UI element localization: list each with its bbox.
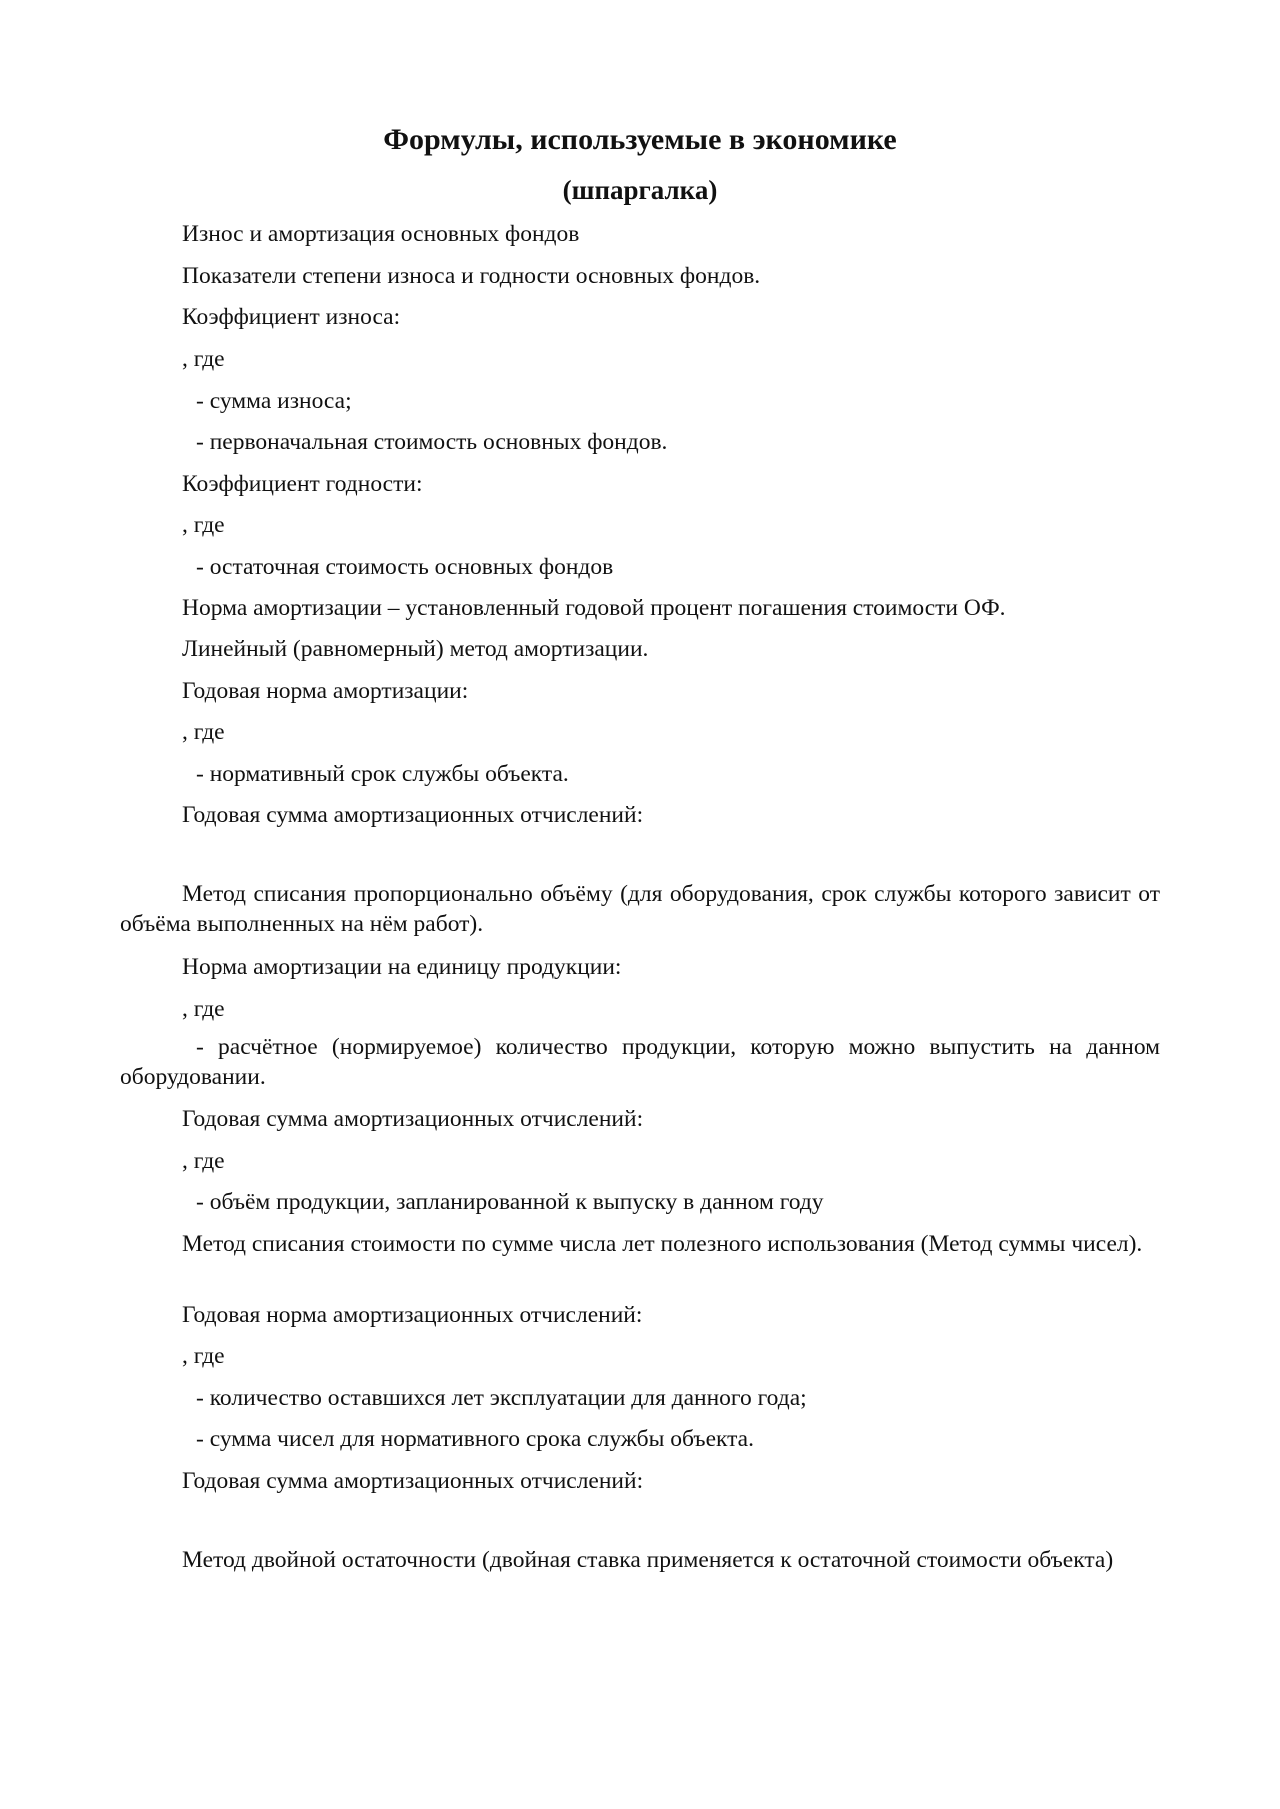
definition-item: - объём продукции, запланированной к выпуску в данном году bbox=[196, 1189, 824, 1215]
document-subtitle: (шпаргалка) bbox=[562, 175, 718, 205]
paragraph-indicators: Показатели степени износа и годности основных фондов. bbox=[182, 263, 761, 289]
formula-where: , где bbox=[182, 346, 225, 372]
paragraph-unit-rate: Норма амортизации на единицу продукции: bbox=[182, 954, 622, 980]
paragraph-annual-rate: Годовая норма амортизационных отчислений: bbox=[182, 1302, 643, 1328]
definition-item: - расчётное (нормируемое) количество продукции, которую можно выпустить на данном оборудовании. bbox=[120, 1034, 1160, 1090]
paragraph-depreciation-rate: Норма амортизации – установленный годовой процент погашения стоимости ОФ. bbox=[182, 595, 1006, 621]
paragraph-annual-rate: Годовая норма амортизации: bbox=[182, 678, 469, 704]
definition-item: - остаточная стоимость основных фондов bbox=[196, 554, 614, 580]
paragraph-annual-sum: Годовая сумма амортизационных отчислений: bbox=[182, 802, 644, 828]
paragraph-wear-coefficient: Коэффициент износа: bbox=[182, 304, 401, 330]
definition-item: - первоначальная стоимость основных фондов. bbox=[196, 429, 668, 455]
definition-item: - сумма чисел для нормативного срока службы объекта. bbox=[196, 1426, 754, 1452]
paragraph-annual-sum: Годовая сумма амортизационных отчислений: bbox=[182, 1106, 644, 1132]
formula-where: , где bbox=[182, 1343, 225, 1369]
paragraph-linear-method: Линейный (равномерный) метод амортизации. bbox=[182, 636, 649, 662]
formula-where: , где bbox=[182, 512, 225, 538]
formula-where: , где bbox=[182, 1148, 225, 1174]
formula-where: , где bbox=[182, 996, 225, 1022]
paragraph-annual-sum: Годовая сумма амортизационных отчислений: bbox=[182, 1468, 644, 1494]
definition-item: - количество оставшихся лет эксплуатации для данного года; bbox=[196, 1385, 807, 1411]
definition-item: - сумма износа; bbox=[196, 388, 352, 414]
section-heading-depreciation: Износ и амортизация основных фондов bbox=[182, 221, 580, 247]
paragraph-volume-method: Метод списания пропорционально объёму (для оборудования, срок службы которого зависит от объёма выполненных на нём работ). bbox=[120, 881, 1160, 937]
document-title: Формулы, используемые в экономике bbox=[383, 123, 897, 156]
formula-where: , где bbox=[182, 719, 225, 745]
definition-item: - нормативный срок службы объекта. bbox=[196, 761, 569, 787]
paragraph-sum-of-years-method: Метод списания стоимости по сумме числа лет полезного использования (Метод суммы чисел). bbox=[182, 1231, 1143, 1257]
paragraph-fitness-coefficient: Коэффициент годности: bbox=[182, 471, 423, 497]
paragraph-double-declining-method: Метод двойной остаточности (двойная ставка применяется к остаточной стоимости объекта) bbox=[182, 1547, 1114, 1573]
